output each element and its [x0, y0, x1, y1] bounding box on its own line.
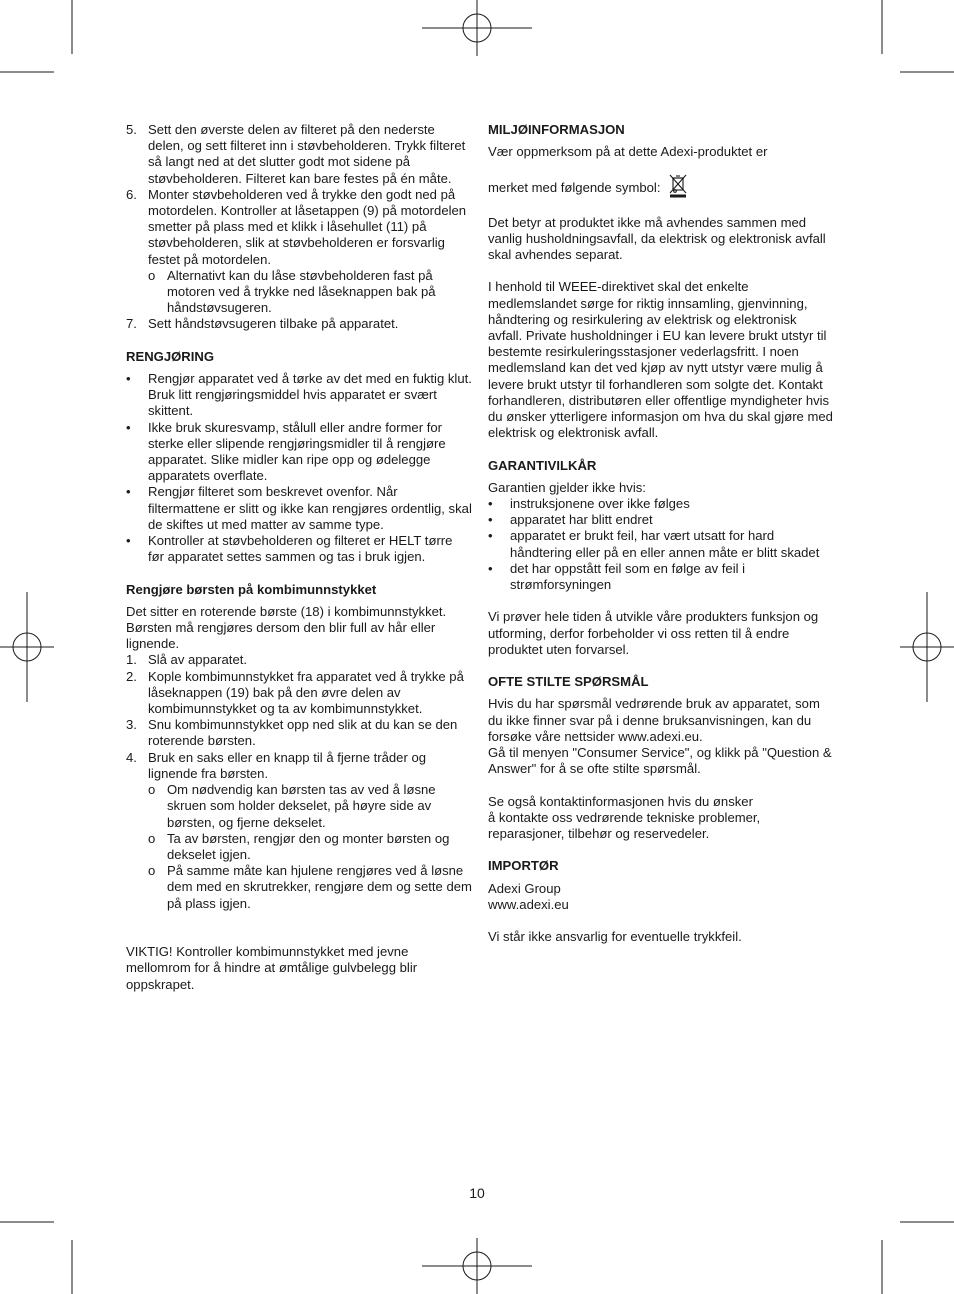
- sub-list-item: o Alternativt kan du låse støvbeholderen fast på motoren ved å trykke ned låseknappen bak på håndstøvsugeren.: [148, 267, 436, 316]
- list-item: 2. Kople kombimunnstykket fra apparatet ved å trykke på låseknappen (19) bak på den øvre delen av kombimunnstykket og ta av kombimunnstykket.: [126, 668, 464, 717]
- paragraph: Gå til menyen "Consumer Service", og klikk på "Question & Answer" for å se ofte stilte spørsmål.: [488, 745, 832, 777]
- subsection-heading-brush: Rengjøre børsten på kombimunnstykket: [126, 581, 377, 597]
- sub-list-item: o Om nødvendig kan børsten tas av ved å løsne skruen som holder dekselet, på høyre side av børsten, og fjerne dekselet.: [148, 782, 436, 830]
- paragraph: Se også kontaktinformasjonen hvis du ønsker: [488, 793, 753, 809]
- paragraph: Det sitter en roterende børste (18) i kombimunnstykket. Børsten må rengjøres dersom den blir full av hår eller lignende.: [126, 603, 447, 652]
- paragraph: Garantien gjelder ikke hvis:: [488, 479, 646, 495]
- section-heading-faq: OFTE STILTE SPØRSMÅL: [488, 674, 649, 690]
- paragraph: Det betyr at produktet ikke må avhendes sammen med vanlig husholdningsavfall, da elektrisk og elektronisk avfall skal avhendes separat.: [488, 214, 826, 262]
- section-heading-garanti: GARANTIVILKÅR: [488, 457, 597, 473]
- list-item: 1. Slå av apparatet.: [126, 652, 247, 668]
- list-item: 3. Snu kombimunnstykket opp ned slik at du kan se den roterende børsten.: [126, 717, 458, 749]
- importer-name: Adexi Group: [488, 880, 561, 896]
- important-note: VIKTIG! Kontroller kombimunnstykket med jevne mellomrom for å hindre at ømtålige gulvbelegg blir oppskrapet.: [126, 944, 418, 992]
- bullet-item: • Kontroller at støvbeholderen og filteret er HELT tørre før apparatet settes sammen og tas i bruk igjen.: [126, 533, 453, 565]
- right-column: [488, 122, 833, 945]
- importer-website: www.adexi.eu: [488, 896, 569, 912]
- sub-list-item: o Ta av børsten, rengjør den og monter børsten og dekselet igjen.: [148, 830, 450, 862]
- paragraph: Vær oppmerksom på at dette Adexi-produktet er: [488, 144, 768, 160]
- bullet-item: • apparatet har blitt endret: [488, 512, 653, 528]
- list-item: 4. Bruk en saks eller en knapp til å fjerne tråder og lignende fra børsten.: [126, 749, 427, 781]
- list-item: 6. Monter støvbeholderen ved å trykke den godt ned på motordelen. Kontroller at låsetappen (9) på motordelen smetter på plass med et klikk i låsehullet (11) på støvbeholderen, slik at støvbeholderen er forsvarlig festet på motordelen.: [126, 186, 467, 267]
- bullet-item: • Rengjør apparatet ved å tørke av det med en fuktig klut. Bruk litt rengjøringsmiddel hvis apparatet er svært skittent.: [126, 371, 472, 419]
- bullet-item: • instruksjonene over ikke følges: [488, 496, 690, 512]
- page-number: 10: [469, 1185, 485, 1201]
- list-item: 5. Sett den øverste delen av filteret på den nederste delen, og sett filteret inn i støvbeholderen. Trykk filteret så langt ned at det slutter godt mot sidene på støvbeholderen. Filteret kan bare festes på én måte.: [126, 122, 466, 186]
- section-heading-importor: IMPORTØR: [488, 858, 559, 874]
- bullet-item: • apparatet er brukt feil, har vært utsatt for hard håndtering eller på en eller annen måte er blitt skadet: [488, 528, 820, 560]
- section-heading-miljo: MILJØINFORMASJON: [488, 122, 625, 137]
- bullet-item: • Rengjør filteret som beskrevet ovenfor. Når filtermattene er slitt og ikke kan rengjøres ordentlig, skal de skiftes ut med matter av samme type.: [126, 484, 472, 532]
- paragraph: I henhold til WEEE-direktivet skal det enkelte medlemslandet sørge for riktig innsamling, gjenvinning, håndtering og resirkulering av elektrisk og elektronisk avfall. Private husholdninger i EU kan levere brukt utstyr til bestemte resirkuleringsstasjoner vederlagsfritt. I noen medlemsland kan det ved kjøp av nytt utstyr være mulig å levere brukt utstyr til forhandleren som solgte det. Kontakt forhandleren, distributøren eller offentlige myndigheter hvis du ønsker ytterligere informasjon om hva du skal gjøre med elektrisk og elektronisk avfall.: [488, 279, 833, 441]
- paragraph: å kontakte oss vedrørende tekniske problemer, reparasjoner, tilbehør og reservedeler.: [488, 809, 761, 842]
- paragraph: Hvis du har spørsmål vedrørende bruk av apparatet, som du ikke finner svar på i denne bruksanvisningen, kan du forsøke våre nettsider www.adexi.eu.: [488, 696, 820, 744]
- bullet-item: • det har oppstått feil som en følge av feil i strømforsyningen: [488, 560, 746, 593]
- crossed-out-wheelie-bin-icon: [668, 174, 688, 198]
- disclaimer: Vi står ikke ansvarlig for eventuelle trykkfeil.: [488, 929, 742, 945]
- left-column: [126, 122, 472, 993]
- section-heading-rengjoring: RENGJØRING: [126, 348, 215, 364]
- list-item: 7. Sett håndstøvsugeren tilbake på apparatet.: [126, 316, 399, 332]
- bullet-item: • Ikke bruk skuresvamp, stålull eller andre former for sterke eller slipende rengjøringsmidler til å rengjøre apparatet. Slike midler kan ripe opp og ødelegge apparatets overflate.: [126, 419, 446, 484]
- paragraph-with-symbol: merket med følgende symbol:: [488, 174, 833, 198]
- sub-list-item: o På samme måte kan hjulene rengjøres ved å løsne dem med en skrutrekker, rengjøre dem og sette dem på plass igjen.: [148, 863, 472, 911]
- paragraph: Vi prøver hele tiden å utvikle våre produkters funksjon og utforming, derfor forbeholder vi oss retten til å endre produktet uten forvarsel.: [488, 609, 819, 657]
